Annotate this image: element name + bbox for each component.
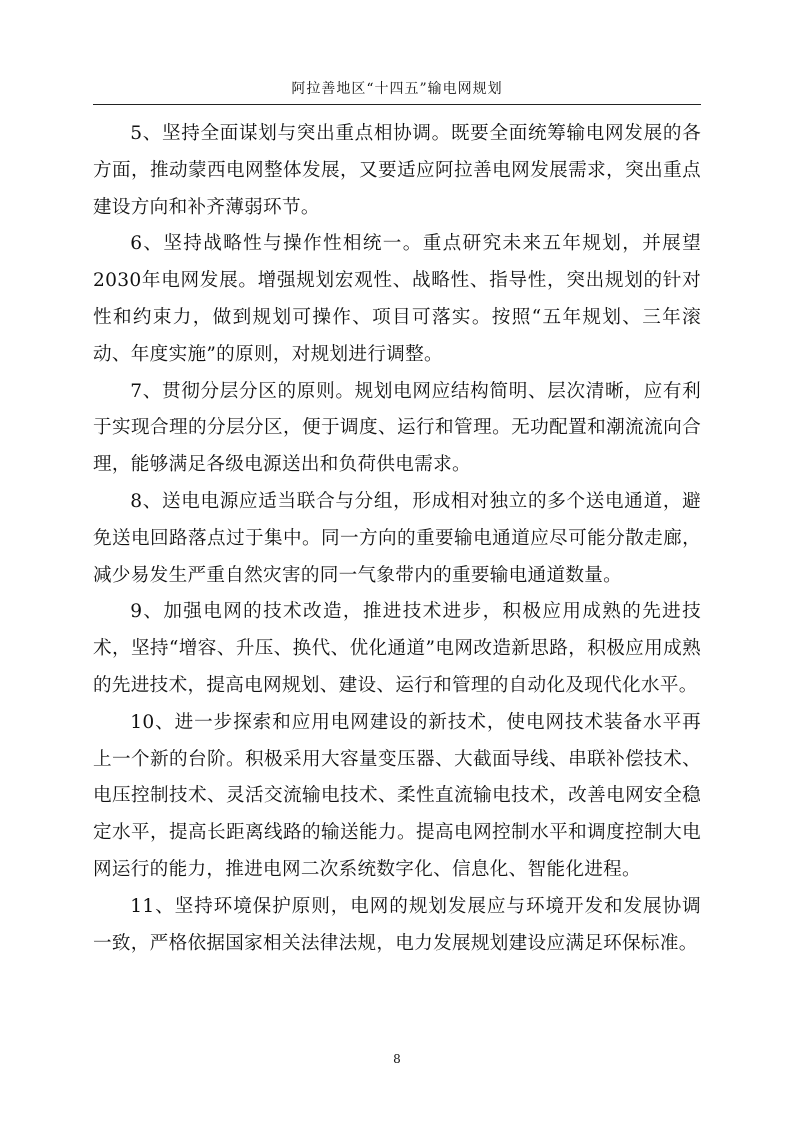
principle-paragraph-7: 7、贯彻分层分区的原则。规划电网应结构简明、层次清晰，应有利于实现合理的分层分区，便于调度、运行和管理。无功配置和潮流流向合理，能够满足各级电源送出和负荷供电需求。 xyxy=(93,380,701,476)
principle-paragraph-5: 5、坚持全面谋划与突出重点相协调。既要全面统筹输电网发展的各方面，推动蒙西电网整体发展，又要适应阿拉善电网发展需求，突出重点建设方向和补齐薄弱环节。 xyxy=(93,123,701,218)
principle-paragraph-10: 10、进一步探索和应用电网建设的新技术，使电网技术装备水平再上一个新的台阶。积极采用大容量变压器、大截面导线、串联补偿技术、电压控制技术、灵活交流输电技术、柔性直流输电技术，改善电网安全稳定水平，提高长距离线路的输送能力。提高电网控制水平和调度控制大电网运行的能力，推进电网二次系统数字化、信息化、智能化进程。 xyxy=(93,711,701,880)
principle-paragraph-8: 8、送电电源应适当联合与分组，形成相对独立的多个送电通道，避免送电回路落点过于集中。同一方向的重要输电通道应尽可能分散走廊，减少易发生严重自然灾害的同一气象带内的重要输电通道数量。 xyxy=(93,490,701,586)
document-body xyxy=(93,116,701,962)
header-title: 阿拉善地区“十四五”输电网规划 xyxy=(291,81,503,97)
principle-paragraph-11: 11、坚持环境保护原则，电网的规划发展应与环境开发和发展协调一致，严格依据国家相关法律法规，电力发展规划建设应满足环保标准。 xyxy=(93,895,701,954)
principle-paragraph-6: 6、坚持战略性与操作性相统一。重点研究未来五年规划，并展望2030年电网发展。增强规划宏观性、战略性、指导性，突出规划的针对性和约束力，做到规划可操作、项目可落实。按照“五年规划、三年滚动、年度实施”的原则，对规划进行调整。 xyxy=(93,233,701,365)
page-number: 8 xyxy=(393,1052,401,1066)
principle-paragraph-9: 9、加强电网的技术改造，推进技术进步，积极应用成熟的先进技术，坚持“增容、升压、换代、优化通道”电网改造新思路，积极应用成熟的先进技术，提高电网规划、建设、运行和管理的自动化及现代化水平。 xyxy=(93,601,701,696)
page-header xyxy=(93,80,701,105)
